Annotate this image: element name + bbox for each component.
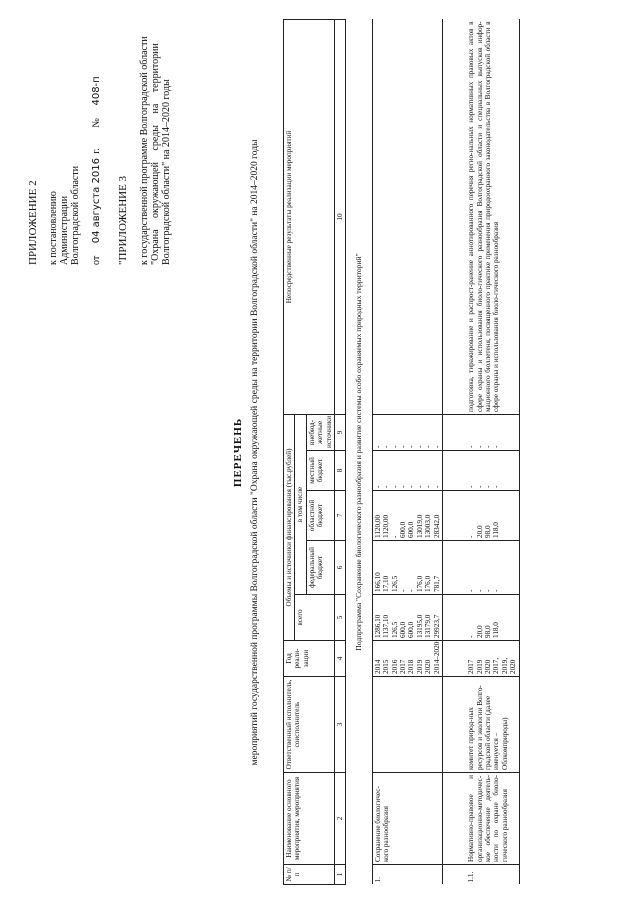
appendix-line: Волгоградской области bbox=[70, 165, 81, 265]
row-result: подготовка, тиражирование и распрост-ранение аннотированного перечня регио-нальных нормативных правовых актов в сфере охраны и использования биоло-гического разнообразия Волгоградской области и специальных выпусков инфор-мационного бюллетеня, посвященного практике применения природоохранного законодательства в Волгоградской области в сфере охраны и использования биоло-гического разнообразия bbox=[443, 19, 519, 414]
row-local: - - - - bbox=[443, 451, 519, 491]
table-row bbox=[443, 19, 519, 884]
row-total: - 20,0 98,0 118,0 bbox=[443, 595, 519, 641]
header-regional: областной бюджет bbox=[306, 491, 334, 541]
header-responsible: Ответственный исполнитель, соисполнитель bbox=[284, 677, 335, 773]
column-number-row bbox=[335, 19, 346, 884]
col-number: 5 bbox=[335, 595, 346, 641]
number-value: 408-п bbox=[91, 76, 102, 106]
row-local: - - - - - - - - bbox=[372, 451, 442, 491]
document-subheading: мероприятий государственной программы Волгоградской области "Охрана окружающей среды на территории Волгоградской области" на 2014–2020 годы bbox=[250, 139, 260, 766]
col-number: 3 bbox=[335, 677, 346, 773]
row-regional: - 20,0 98,0 118,0 bbox=[443, 491, 519, 541]
appendix-date-line bbox=[91, 76, 102, 265]
col-number: 1 bbox=[335, 865, 346, 885]
date-suffix: г. bbox=[91, 148, 102, 154]
row-num: 1.1. bbox=[443, 865, 519, 885]
header-extrabudget: внебюд-жетные источники bbox=[306, 414, 334, 450]
header-including: в том числе bbox=[295, 414, 306, 594]
header-volume: Объемы и источники финансирования (тыс.рублей) bbox=[284, 414, 295, 640]
row-name: Нормативно-правовое и организационно-методичес-кое обеспечение деятель-ности по охране биоло-гического разнообразия bbox=[443, 773, 519, 865]
appendix-title: ПРИЛОЖЕНИЕ 2 bbox=[27, 180, 39, 265]
measures-table bbox=[283, 19, 520, 885]
row-responsible bbox=[372, 677, 442, 773]
header-num: № п/п bbox=[284, 865, 335, 885]
table-row bbox=[372, 19, 442, 884]
appendix3-line: Волгоградской области" на 2014–2020 годы bbox=[161, 79, 172, 265]
col-number: 6 bbox=[335, 541, 346, 595]
row-result bbox=[372, 19, 442, 414]
date-value: 04 августа 2016 bbox=[91, 158, 102, 244]
appendix3-block bbox=[118, 36, 172, 265]
header-name: Наименование основного мероприятия, мероприятия bbox=[284, 773, 335, 865]
row-federal: 166,10 17,10 126,5 - - 176,0 176,0 781,7 bbox=[372, 541, 442, 595]
col-number: 10 bbox=[335, 19, 346, 414]
appendix3-line: к государственной программе Волгоградской области bbox=[139, 36, 150, 265]
appendix3-title: "ПРИЛОЖЕНИЕ 3 bbox=[117, 175, 129, 265]
appendix-line: Администрации bbox=[59, 195, 70, 265]
header-total: всего bbox=[295, 595, 335, 641]
row-extrabudget: - - - - - - - - bbox=[372, 414, 442, 450]
col-number: 2 bbox=[335, 773, 346, 865]
col-number: 9 bbox=[335, 414, 346, 450]
col-number: 7 bbox=[335, 491, 346, 541]
header-year: Год реали-зации bbox=[284, 641, 335, 677]
header-federal: федеральный бюджет bbox=[306, 541, 334, 595]
col-number: 8 bbox=[335, 451, 346, 491]
row-extrabudget: - - - - bbox=[443, 414, 519, 450]
row-total: 1286,10 1137,10 126,5 600,0 600,0 13195,0 13179,0 29923,7 bbox=[372, 595, 442, 641]
row-years: 2014 2015 2016 2017 2018 2019 2020 2014–2020 bbox=[372, 641, 442, 677]
header-result: Непосредственные результаты реализации мероприятий bbox=[284, 19, 335, 414]
row-federal: - - - - bbox=[443, 541, 519, 595]
row-num: 1. bbox=[372, 865, 442, 885]
appendix3-line: "Охрана окружающей среды на территории bbox=[150, 43, 161, 265]
date-prefix: от bbox=[91, 255, 102, 265]
row-regional: 1120,00 1120,00 - 600,0 600,0 13019,0 13003,0 28342,0 bbox=[372, 491, 442, 541]
subprogram-title: Подпрограмма "Сохранение биологического разнообразия и развитие системы особо охраняемых природных территорий" bbox=[354, 253, 364, 651]
document-heading: ПЕРЕЧЕНЬ bbox=[232, 417, 244, 488]
header-local: местный бюджет bbox=[306, 451, 334, 491]
appendix-line: к постановлению bbox=[48, 191, 59, 265]
number-sign: № bbox=[91, 118, 102, 128]
col-number: 4 bbox=[335, 641, 346, 677]
row-responsible: комитет природ-ных ресурсов и экологии Волго-градской области (далее именуется – Облкомприроды) bbox=[443, 677, 519, 773]
row-name: Сохранение биологичес-кого разнообразия bbox=[372, 773, 442, 865]
appendix-block bbox=[28, 76, 102, 265]
row-years: 2017 2019 2020 2017, 2019, 2020 bbox=[443, 641, 519, 677]
